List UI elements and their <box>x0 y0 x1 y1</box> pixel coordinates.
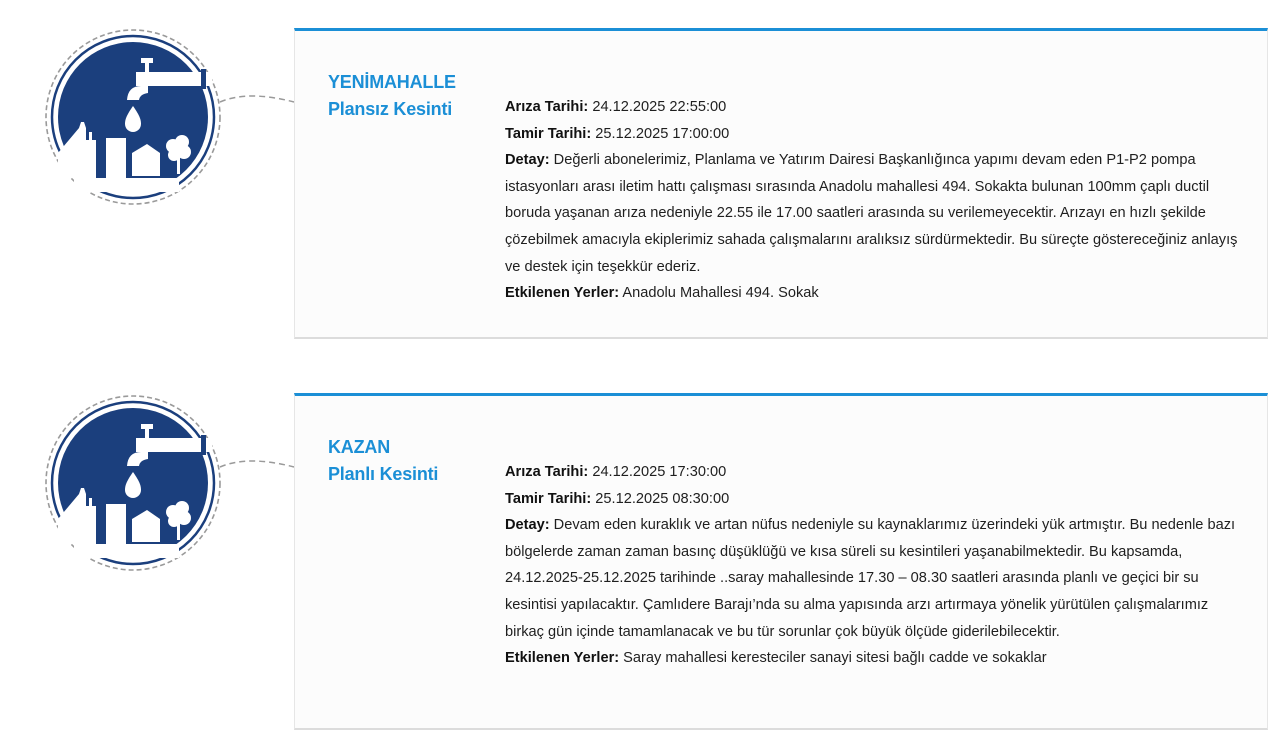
affected-value: Saray mahallesi keresteciler sanayi sitesi bağlı cadde ve sokaklar <box>623 650 1047 667</box>
affected-label: Etkilenen Yerler: <box>505 650 620 667</box>
fault-date-label: Arıza Tarihi: <box>505 464 589 480</box>
repair-date-row <box>505 486 1247 513</box>
card-body <box>505 459 1247 672</box>
fault-date-value: 24.12.2025 17:30:00 <box>592 464 727 480</box>
fault-date-label: Arıza Tarihi: <box>505 99 589 115</box>
card-title <box>328 434 438 488</box>
detail-label: Detay: <box>505 517 550 534</box>
outage-card <box>294 28 1268 339</box>
affected-row <box>505 280 1247 307</box>
timeline-connector <box>218 457 296 477</box>
outage-type: Plansız Kesinti <box>328 99 453 119</box>
card-title <box>328 69 456 123</box>
repair-date-label: Tamir Tarihi: <box>505 125 592 142</box>
district-name: KAZAN <box>328 437 390 457</box>
affected-row <box>505 645 1247 672</box>
repair-date-row <box>505 121 1247 148</box>
affected-value: Anadolu Mahallesi 494. Sokak <box>622 285 819 302</box>
district-name: YENİMAHALLE <box>328 72 456 92</box>
fault-date-row <box>505 459 1247 486</box>
detail-text: Değerli abonelerimiz, Planlama ve Yatırım Dairesi Başkanlığınca yapımı devam eden P1-P2 pompa istasyonları arası iletim hattı çalışması sırasında Anadolu mahallesi 494. Sokakta bulunan 100mm çaplı ductil boruda yaşanan arıza nedeniyle 22.55 ile 17.00 saatleri arasında su verilemeyecektir. Arızayı en hızlı şekilde çözebilmek amacıyla ekiplerimiz sahada çalışmalarını aralıksız sürdürmektedir. Bu süreçte göstereceğiniz anlayış ve destek için teşekkür ederiz. <box>505 152 1238 275</box>
timeline-connector <box>218 92 296 112</box>
repair-date-value: 25.12.2025 17:00:00 <box>595 125 730 142</box>
fault-date-row <box>505 94 1247 121</box>
detail-row <box>505 147 1247 280</box>
outage-card <box>294 393 1268 730</box>
detail-text: Devam eden kuraklık ve artan nüfus nedeniyle su kaynaklarımız üzerindeki yük artmıştır. Bu nedenle bazı bölgelerde zaman zaman basınç düşüklüğü ve kısa süreli su kesintileri yaşanabilmektedir. Bu kapsamda, 24.12.2025-25.12.2025 tarihinde ..saray mahallesinde 17.30 – 08.30 saatleri arasında planlı ve geçici bir su kesintisi yapılacaktır. Çamlıdere Barajı’nda su alma yapısında arzı artırmaya yönelik yürütülen çalışmalarımız birkaç gün içinde tamamlanacak ve bu tür sorunlar çok büyük ölçüde giderilebilecektir. <box>505 517 1236 640</box>
repair-date-label: Tamir Tarihi: <box>505 490 592 507</box>
card-body <box>505 94 1247 307</box>
detail-label: Detay: <box>505 152 550 169</box>
affected-label: Etkilenen Yerler: <box>505 285 620 302</box>
outage-type: Planlı Kesinti <box>328 464 439 484</box>
water-tap-city-icon <box>44 394 222 572</box>
detail-row <box>505 512 1247 645</box>
water-tap-city-icon <box>44 28 222 206</box>
fault-date-value: 24.12.2025 22:55:00 <box>592 99 727 115</box>
repair-date-value: 25.12.2025 08:30:00 <box>595 490 730 507</box>
